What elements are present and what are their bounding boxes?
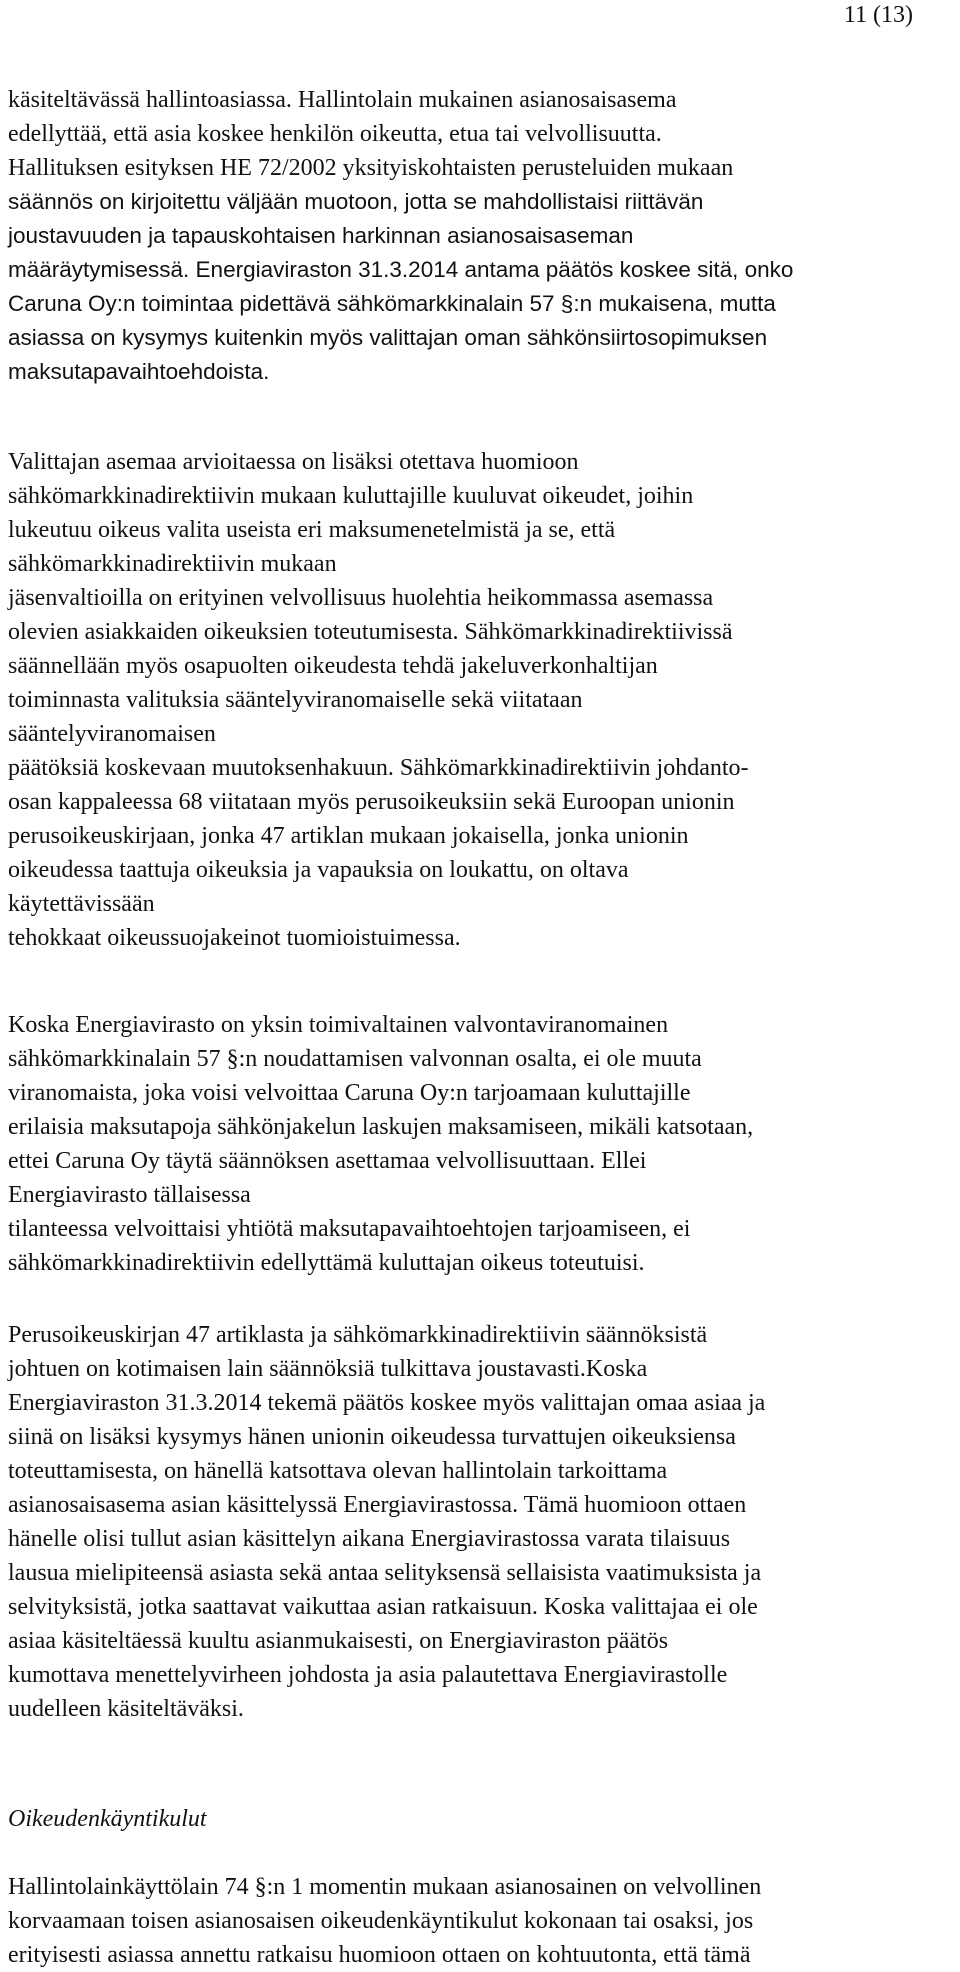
text-line: toiminnasta valituksia sääntelyviranomaiselle sekä viitataan [8, 687, 583, 713]
text-line: Koska Energiavirasto on yksin toimivaltainen valvontaviranomainen [8, 1012, 669, 1038]
page-number: 11 (13) [843, 2, 913, 28]
text-line: lukeutuu oikeus valita useista eri maksumenetelmistä ja se, että [8, 517, 616, 543]
text-line: siinä on lisäksi kysymys hänen unionin oikeudessa turvattujen oikeuksiensa [8, 1424, 736, 1450]
text-line: erityisesti asiassa annettu ratkaisu huomioon ottaen on kohtuutonta, että tämä [8, 1942, 751, 1968]
text-line: säännellään myös osapuolten oikeudesta tehdä jakeluverkonhaltijan [8, 653, 658, 679]
text-line: tilanteessa velvoittaisi yhtiötä maksutapavaihtoehtojen tarjoamiseen, ei [8, 1216, 691, 1242]
text-line: Caruna Oy:n toimintaa pidettävä sähkömarkkinalain 57 §:n mukaisena, mutta [8, 291, 776, 316]
text-line: päätöksiä koskevaan muutoksenhakuun. Sähkömarkkinadirektiivin johdanto- [8, 755, 749, 781]
text-line: sähkömarkkinadirektiivin mukaan kuluttajille kuuluvat oikeudet, joihin [8, 483, 694, 509]
text-line: olevien asiakkaiden oikeuksien toteutumisesta. Sähkömarkkinadirektiivissä [8, 619, 733, 645]
text-line: hänelle olisi tullut asian käsittelyn aikana Energiavirastossa varata tilaisuus [8, 1526, 731, 1552]
text-line: uudelleen käsiteltäväksi. [8, 1696, 244, 1722]
text-line: sähkömarkkinadirektiivin edellyttämä kuluttajan oikeus toteutuisi. [8, 1250, 645, 1276]
paragraph-1 [8, 83, 958, 389]
text-line: edellyttää, että asia koskee henkilön oikeutta, etua tai velvollisuutta. [8, 121, 662, 147]
text-line: korvaamaan toisen asianosaisen oikeudenkäyntikulut kokonaan tai osaksi, jos [8, 1908, 754, 1934]
text-line: sähkömarkkinalain 57 §:n noudattamisen valvonnan osalta, ei ole muuta [8, 1046, 702, 1072]
text-line: perusoikeuskirjaan, jonka 47 artiklan mukaan jokaisella, jonka unionin [8, 823, 689, 849]
text-line: kumottava menettelyvirheen johdosta ja asia palautettava Energiavirastolle [8, 1662, 728, 1688]
text-line: jäsenvaltioilla on erityinen velvollisuus huolehtia heikommassa asemassa [8, 585, 714, 611]
section-heading: Oikeudenkäyntikulut [8, 1806, 207, 1832]
text-line: asiaa käsiteltäessä kuultu asianmukaisesti, on Energiaviraston päätös [8, 1628, 669, 1654]
text-line: sääntelyviranomaisen [8, 721, 216, 747]
text-line: Perusoikeuskirjan 47 artiklasta ja sähkömarkkinadirektiivin säännöksistä [8, 1322, 708, 1348]
text-line: asianosaisasema asian käsittelyssä Energiavirastossa. Tämä huomioon ottaen [8, 1492, 747, 1518]
text-line: maksutapavaihtoehdoista. [8, 359, 270, 384]
text-line: toteuttamisesta, on hänellä katsottava olevan hallintolain tarkoittama [8, 1458, 668, 1484]
text-line: säännös on kirjoitettu väljään muotoon, jotta se mahdollistaisi riittävän [8, 189, 704, 214]
text-line: tehokkaat oikeussuojakeinot tuomioistuimessa. [8, 925, 461, 951]
paragraph-4 [8, 1318, 958, 1726]
paragraph-2 [8, 445, 958, 955]
text-line: selvityksistä, jotka saattavat vaikuttaa asian ratkaisuun. Koska valittajaa ei ole [8, 1594, 758, 1620]
text-line: käsiteltävässä hallintoasiassa. Hallintolain mukainen asianosaisasema [8, 87, 677, 113]
text-line: Energiavirasto tällaisessa [8, 1182, 251, 1208]
text-line: oikeudessa taattuja oikeuksia ja vapauksia on loukattu, on oltava [8, 857, 629, 883]
text-line: lausua mielipiteensä asiasta sekä antaa selityksensä sellaisista vaatimuksista ja [8, 1560, 762, 1586]
text-line: joustavuuden ja tapauskohtaisen harkinnan asianosaisaseman [8, 223, 634, 248]
text-line: erilaisia maksutapoja sähkönjakelun laskujen maksamiseen, mikäli katsotaan, [8, 1114, 754, 1140]
text-line: ettei Caruna Oy täytä säännöksen asettamaa velvollisuuttaan. Ellei [8, 1148, 647, 1174]
text-line: osan kappaleessa 68 viitataan myös perusoikeuksiin sekä Euroopan unionin [8, 789, 735, 815]
text-line: sähkömarkkinadirektiivin mukaan [8, 551, 337, 577]
text-line: käytettävissään [8, 891, 155, 917]
text-line: Hallituksen esityksen HE 72/2002 yksityiskohtaisten perusteluiden mukaan [8, 155, 734, 181]
text-line: Hallintolainkäyttölain 74 §:n 1 momentin mukaan asianosainen on velvollinen [8, 1874, 762, 1900]
text-line: Valittajan asemaa arvioitaessa on lisäksi otettava huomioon [8, 449, 579, 475]
text-line: viranomaista, joka voisi velvoittaa Caruna Oy:n tarjoamaan kuluttajille [8, 1080, 691, 1106]
text-line: asiassa on kysymys kuitenkin myös valittajan oman sähkönsiirtosopimuksen [8, 325, 768, 350]
text-line: Energiaviraston 31.3.2014 tekemä päätös koskee myös valittajan omaa asiaa ja [8, 1390, 766, 1416]
text-line: johtuen on kotimaisen lain säännöksiä tulkittava joustavasti.Koska [8, 1356, 648, 1382]
paragraph-5 [8, 1870, 958, 1972]
text-line: määräytymisessä. Energiaviraston 31.3.2014 antama päätös koskee sitä, onko [8, 257, 794, 282]
paragraph-3 [8, 1008, 958, 1280]
